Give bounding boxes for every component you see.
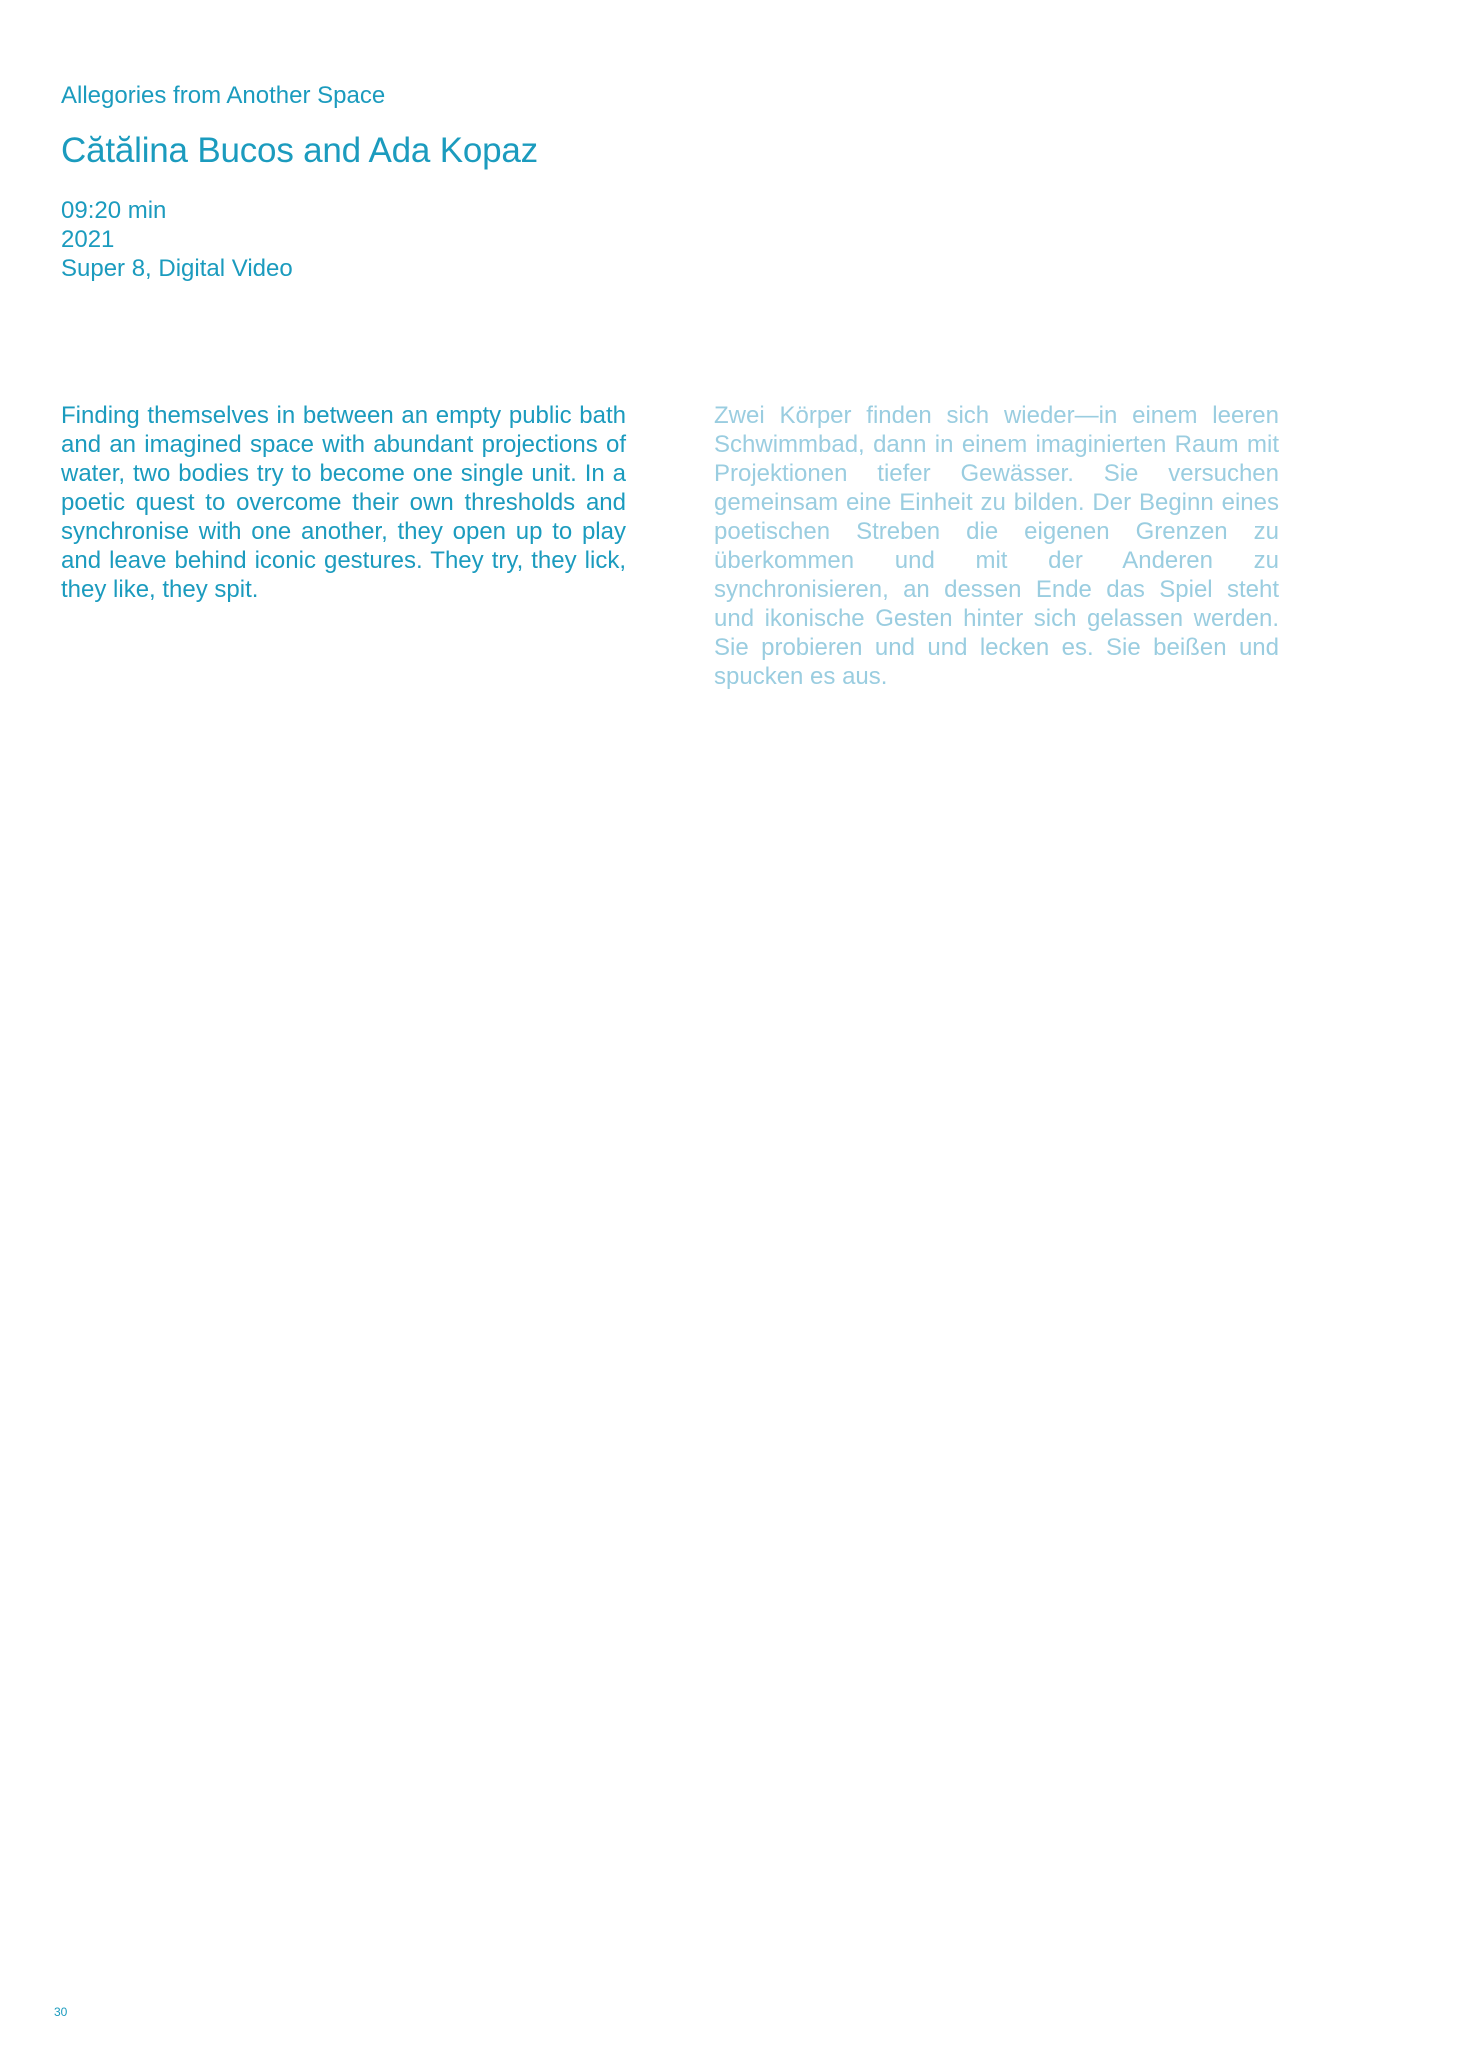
description-english: Finding themselves in between an empty public bath and an imagined space with abundant projections of water, two bodies try to become one single unit. In a poetic quest to overcome their own thresholds and synchronise with one another, they open up to play and leave behind iconic gestures. They try, they lick, they like, they spit. xyxy=(61,402,626,603)
film-duration: 09:20 min xyxy=(61,197,167,224)
description-german: Zwei Körper finden sich wieder—in einem leeren Schwimmbad, dann in einem imaginierten Raum mit Projektionen tiefer Gewässer. Sie versuchen gemeinsam eine Einheit zu bilden. Der Beginn eines poetischen Streben die eigenen Grenzen zu überkommen und mit der Anderen zu synchronisieren, an dessen Ende das Spiel steht und ikonische Gesten hinter sich gelassen werden. Sie probieren und und lecken es. Sie beißen und spucken es aus. xyxy=(714,402,1279,690)
artist-names: Cătălina Bucos and Ada Kopaz xyxy=(61,131,538,170)
film-year: 2021 xyxy=(61,226,115,253)
entry-header xyxy=(61,80,761,283)
project-title: Allegories from Another Space xyxy=(61,82,386,109)
film-format: Super 8, Digital Video xyxy=(61,255,293,282)
film-metadata xyxy=(61,196,761,283)
page-number: 30 xyxy=(54,2005,68,2019)
